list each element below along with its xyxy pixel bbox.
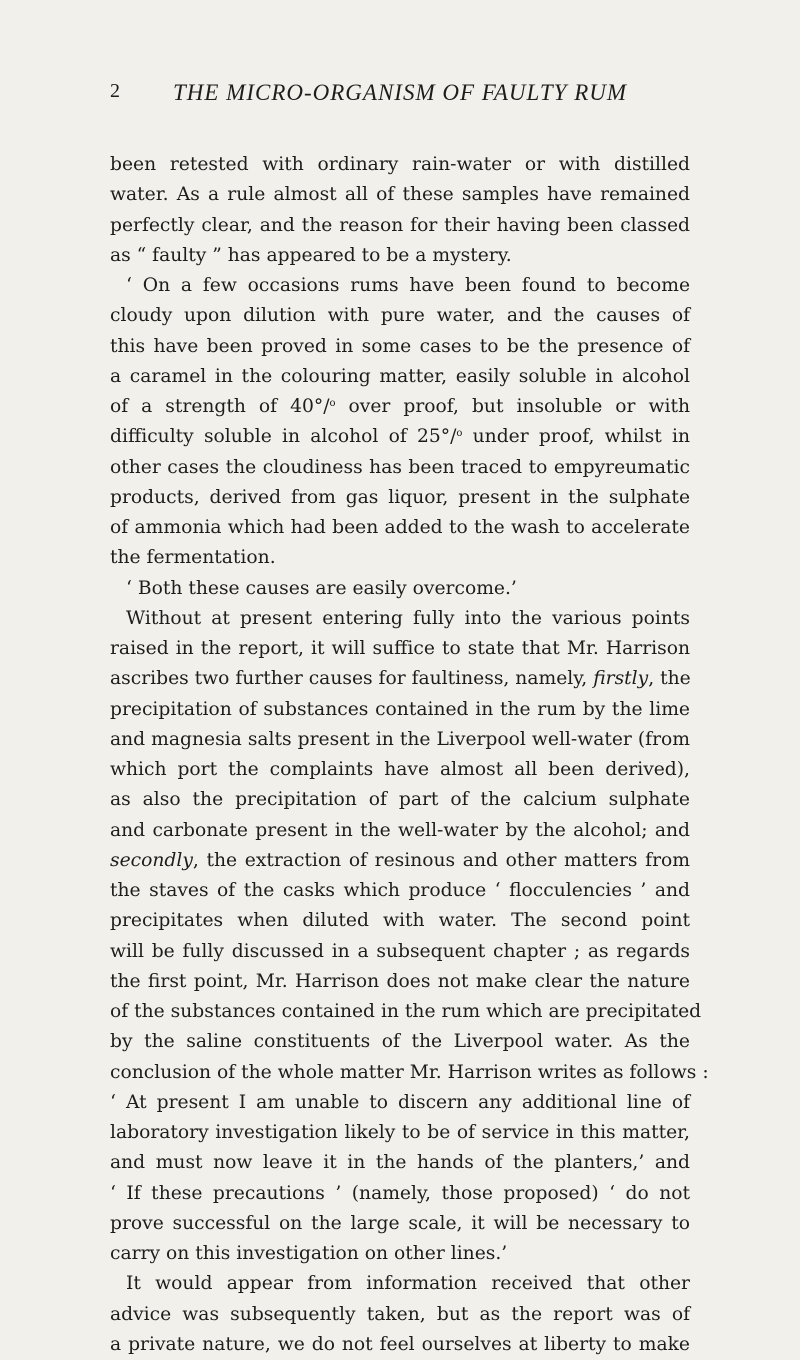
- text-line: the first point, Mr. Harrison does not make clear the nature: [110, 970, 690, 992]
- text-line: raised in the report, it will suffice to state that Mr. Harrison: [110, 638, 690, 659]
- text-line: of a strength of 40°/$^o$ over proof, but insoluble or with: [110, 396, 691, 417]
- text-line: been retested with ordinary rain-water or with distilled: [110, 154, 690, 175]
- text-line: ‘ At present I am unable to discern any additional line of: [110, 1091, 690, 1113]
- text-line: precipitation of substances contained in the rum by the lime: [110, 698, 690, 720]
- text-line: It would appear from information received that other: [126, 1273, 690, 1295]
- text-line: will be fully discussed in a subsequent chapter ; as regards: [110, 940, 690, 962]
- text-line: ‘ If these precautions ’ (namely, those proposed) ‘ do not: [110, 1182, 690, 1204]
- text-line: cloudy upon dilution with pure water, and the causes of: [110, 305, 690, 327]
- text-line: the fermentation.: [110, 547, 276, 569]
- text-line: as also the precipitation of part of the calcium sulphate: [110, 789, 690, 811]
- text-line: advice was subsequently taken, but as the report was of: [110, 1303, 690, 1325]
- text-line: the staves of the casks which produce ‘ flocculencies ’ and: [110, 880, 690, 901]
- text-line: ‘ Both these causes are easily overcome.’: [126, 577, 517, 599]
- text-line: and must now leave it in the hands of the planters,’ and: [110, 1152, 690, 1174]
- text-line: conclusion of the whole matter Mr. Harrison writes as follows :: [110, 1061, 709, 1083]
- text-line: prove successful on the large scale, it will be necessary to: [110, 1212, 690, 1234]
- text-line: Without at present entering fully into the various points: [126, 607, 690, 629]
- text-line: a caramel in the colouring matter, easily soluble in alcohol: [110, 365, 690, 387]
- text-line: precipitates when diluted with water. The second point: [110, 910, 690, 932]
- text-line: products, derived from gas liquor, present in the sulphate: [110, 486, 690, 508]
- text-line: and carbonate present in the well-water by the alcohol; and: [110, 819, 690, 841]
- text-line: of ammonia which had been added to the wash to accelerate: [110, 517, 690, 538]
- body-text: [110, 150, 709, 1360]
- text-line: and magnesia salts present in the Liverpool well-water (from: [110, 728, 690, 750]
- running-title: THE MICRO-ORGANISM OF FAULTY RUM: [172, 80, 628, 105]
- text-line: laboratory investigation likely to be of service in this matter,: [110, 1122, 690, 1143]
- text-line: a private nature, we do not feel ourselves at liberty to make: [110, 1333, 690, 1355]
- text-line: this have been proved in some cases to be the presence of: [110, 335, 690, 357]
- text-line: difficulty soluble in alcohol of 25°/$^o$ under proof, whilst in: [110, 426, 690, 448]
- text-line: water. As a rule almost all of these samples have remained: [110, 184, 690, 206]
- text-line: ‘ On a few occasions rums have been found to become: [126, 275, 690, 296]
- page-number: 2: [110, 80, 120, 102]
- text-line: secondly, the extraction of resinous and other matters from: [110, 849, 690, 871]
- text-line: which port the complaints have almost all been derived),: [110, 759, 690, 780]
- text-line: perfectly clear, and the reason for their having been classed: [110, 214, 690, 236]
- text-line: of the substances contained in the rum which are precipitated: [110, 1001, 702, 1022]
- text-line: carry on this investigation on other lines.’: [110, 1243, 508, 1264]
- text-line: other cases the cloudiness has been traced to empyreumatic: [110, 456, 690, 478]
- text-line: as “ faulty ” has appeared to be a mystery.: [110, 244, 512, 266]
- text-line: ascribes two further causes for faultiness, namely, firstly, the: [110, 668, 691, 690]
- page-header: [110, 80, 690, 120]
- text-line: by the saline constituents of the Liverpool water. As the: [110, 1031, 690, 1053]
